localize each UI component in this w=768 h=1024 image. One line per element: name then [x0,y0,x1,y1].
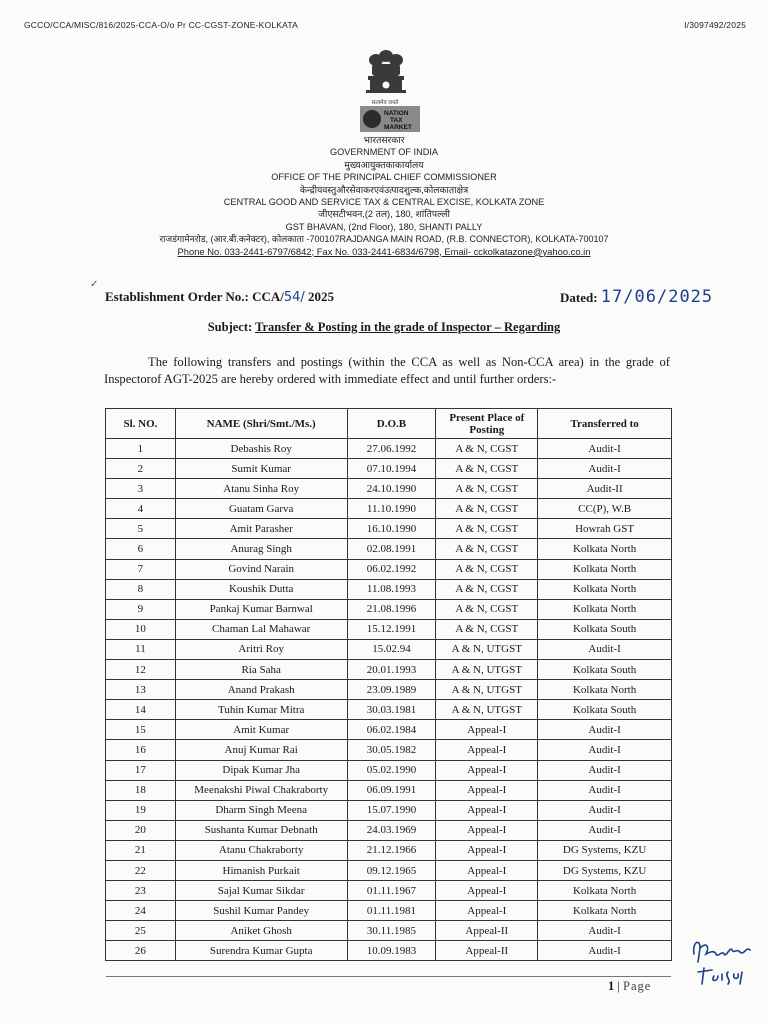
table-row [106,639,672,659]
cell-name: Anurag Singh [175,539,347,559]
cell-transferred-to: Howrah GST [538,519,672,539]
cell-name: Anuj Kumar Rai [175,740,347,760]
cell-dob: 06.09.1991 [347,780,436,800]
cell-name: Govind Narain [175,559,347,579]
table-row [106,660,672,680]
table-row [106,921,672,941]
cell-name: Himanish Purkait [175,860,347,880]
cell-present-posting: A & N, CGST [436,479,538,499]
order-label: Establishment Order No.: CCA/ [105,289,284,304]
cell-transferred-to: Kolkata North [538,599,672,619]
table-row [106,579,672,599]
cell-sl-no: 1 [106,439,176,459]
cell-sl-no: 25 [106,921,176,941]
cell-present-posting: A & N, CGST [436,619,538,639]
cell-sl-no: 11 [106,639,176,659]
header-address: GST BHAVAN, (2nd Floor), 180, SHANTI PALLY [285,221,483,232]
cell-present-posting: Appeal-II [436,941,538,961]
header-hindi-zone: केन्द्रीयवस्तुऔरसेवाकरएवंउत्पादशुल्क,कोलकाताक्षेत्र [299,184,469,195]
cell-sl-no: 13 [106,680,176,700]
table-row [106,860,672,880]
table-row [106,479,672,499]
cell-dob: 21.08.1996 [347,599,436,619]
table-row [106,720,672,740]
cell-transferred-to: CC(P), W.B [538,499,672,519]
table-header-row [106,409,672,439]
cell-transferred-to: Audit-I [538,800,672,820]
cell-dob: 21.12.1966 [347,840,436,860]
emblem-caption: सत्यमेव जयते [371,100,399,106]
cell-dob: 24.03.1969 [347,820,436,840]
subject-line [0,320,768,335]
reference-right: I/3097492/2025 [684,20,746,30]
order-number [105,289,334,305]
cell-present-posting: A & N, CGST [436,559,538,579]
logo-text-2: TAX [390,117,403,124]
table-row [106,619,672,639]
table-row [106,881,672,901]
cell-transferred-to: Kolkata North [538,539,672,559]
subject-label: Subject: [207,320,256,334]
table-row [106,901,672,921]
cell-transferred-to: Kolkata North [538,680,672,700]
cell-name: Atanu Sinha Roy [175,479,347,499]
cell-transferred-to: Audit-I [538,820,672,840]
header-govt: GOVERNMENT OF INDIA [329,147,439,158]
cell-transferred-to: Audit-I [538,720,672,740]
cell-present-posting: Appeal-I [436,901,538,921]
table-row [106,680,672,700]
cell-transferred-to: DG Systems, KZU [538,840,672,860]
cell-transferred-to: Kolkata North [538,881,672,901]
cell-sl-no: 20 [106,820,176,840]
cell-transferred-to: Audit-I [538,760,672,780]
cell-name: Sumit Kumar [175,459,347,479]
cell-dob: 16.10.1990 [347,519,436,539]
cell-name: Sushil Kumar Pandey [175,901,347,921]
cell-dob: 11.08.1993 [347,579,436,599]
cell-dob: 27.06.1992 [347,439,436,459]
order-number-handwritten: 54/ [283,290,305,305]
cell-sl-no: 24 [106,901,176,921]
cell-transferred-to: Audit-I [538,439,672,459]
order-date [560,287,713,307]
cell-sl-no: 16 [106,740,176,760]
header-contact: Phone No. 033-2441-6797/6842; Fax No. 033-2441-6834/6798, Email- cckolkatazone@yahoo.co.in [177,245,591,257]
header-dob: D.O.B [347,409,436,439]
cell-present-posting: A & N, CGST [436,599,538,619]
cell-name: Sajal Kumar Sikdar [175,881,347,901]
cell-present-posting: A & N, CGST [436,579,538,599]
header-sl-no: Sl. NO. [106,409,176,439]
cell-name: Debashis Roy [175,439,347,459]
nation-tax-market-logo [360,106,420,132]
cell-dob: 02.08.1991 [347,539,436,559]
handwritten-signature [684,932,764,1002]
cell-dob: 15.12.1991 [347,619,436,639]
cell-present-posting: Appeal-I [436,760,538,780]
margin-mark: ✓ [90,279,99,290]
cell-present-posting: A & N, UTGST [436,639,538,659]
cell-name: Dipak Kumar Jha [175,760,347,780]
reference-left: GCCO/CCA/MISC/816/2025-CCA-O/o Pr CC-CGST-ZONE-KOLKATA [24,20,299,30]
cell-present-posting: Appeal-I [436,860,538,880]
cell-transferred-to: Audit-I [538,780,672,800]
order-year: 2025 [304,289,335,304]
cell-sl-no: 10 [106,619,176,639]
header-hindi-office: मुख्यआयुक्तकाकार्यालय [344,159,424,170]
cell-name: Tuhin Kumar Mitra [175,700,347,720]
cell-transferred-to: DG Systems, KZU [538,860,672,880]
cell-present-posting: A & N, UTGST [436,680,538,700]
cell-transferred-to: Kolkata South [538,660,672,680]
cell-sl-no: 3 [106,479,176,499]
cell-dob: 24.10.1990 [347,479,436,499]
cell-transferred-to: Kolkata South [538,619,672,639]
cell-transferred-to: Audit-I [538,740,672,760]
letterhead [0,134,768,258]
cell-name: Amit Kumar [175,720,347,740]
cell-name: Koushik Dutta [175,579,347,599]
cell-sl-no: 21 [106,840,176,860]
table-body [106,439,672,961]
cell-present-posting: Appeal-I [436,780,538,800]
table-row [106,780,672,800]
table-row [106,941,672,961]
cell-sl-no: 7 [106,559,176,579]
cell-sl-no: 6 [106,539,176,559]
cell-sl-no: 17 [106,760,176,780]
cell-name: Meenakshi Piwal Chakraborty [175,780,347,800]
subject-text: Transfer & Posting in the grade of Inspector – Regarding [255,320,561,334]
table-row [106,459,672,479]
cell-dob: 06.02.1984 [347,720,436,740]
cell-transferred-to: Audit-II [538,479,672,499]
footer-divider [106,976,671,977]
header-present-posting: Present Place of Posting [436,409,538,439]
cell-dob: 10.09.1983 [347,941,436,961]
table-row [106,820,672,840]
cell-dob: 11.10.1990 [347,499,436,519]
body-paragraph [104,354,670,388]
cell-present-posting: A & N, CGST [436,439,538,459]
cell-sl-no: 18 [106,780,176,800]
header-zone: CENTRAL GOOD AND SERVICE TAX & CENTRAL EXCISE, KOLKATA ZONE [223,197,545,208]
cell-sl-no: 5 [106,519,176,539]
table-row [106,539,672,559]
page-number-value: 1 [608,979,615,993]
header-full-address: राजडंगामेनरोड, (आर.बी.कनेक्टर), कोलकाता -700107RAJDANGA MAIN ROAD, (R.B. CONNECTOR), KOLKATA-700107 [159,234,609,245]
cell-present-posting: A & N, CGST [436,459,538,479]
logo-text-3: MARKET [384,124,412,131]
cell-present-posting: Appeal-I [436,740,538,760]
table-row [106,740,672,760]
cell-dob: 15.07.1990 [347,800,436,820]
header-name: NAME (Shri/Smt./Ms.) [175,409,347,439]
cell-transferred-to: Audit-I [538,921,672,941]
cell-dob: 23.09.1989 [347,680,436,700]
cell-present-posting: A & N, CGST [436,499,538,519]
header-hindi-address: जीएसटीभवन,(2 तल), 180, शांतिपल्ली [318,209,450,220]
cell-present-posting: Appeal-II [436,921,538,941]
cell-sl-no: 23 [106,881,176,901]
page-label: Page [623,979,652,993]
cell-name: Sushanta Kumar Debnath [175,820,347,840]
cell-dob: 09.12.1965 [347,860,436,880]
cell-present-posting: A & N, CGST [436,539,538,559]
cell-transferred-to: Kolkata North [538,559,672,579]
cell-dob: 30.05.1982 [347,740,436,760]
cell-dob: 06.02.1992 [347,559,436,579]
cell-sl-no: 12 [106,660,176,680]
cell-dob: 07.10.1994 [347,459,436,479]
document-reference-line [24,20,746,30]
state-emblem-icon [358,46,414,106]
cell-sl-no: 14 [106,700,176,720]
header-transferred-to: Transferred to [538,409,672,439]
table-row [106,439,672,459]
cell-name: Amit Parasher [175,519,347,539]
dated-label: Dated: [560,290,601,305]
cell-sl-no: 9 [106,599,176,619]
cell-name: Aritri Roy [175,639,347,659]
table-row [106,499,672,519]
cell-sl-no: 8 [106,579,176,599]
cell-name: Ria Saha [175,660,347,680]
table-row [106,800,672,820]
cell-name: Dharm Singh Meena [175,800,347,820]
logo-text-1: NATION [384,110,409,117]
table-row [106,559,672,579]
table-row [106,599,672,619]
cell-transferred-to: Kolkata North [538,579,672,599]
cell-dob: 30.03.1981 [347,700,436,720]
cell-present-posting: Appeal-I [436,820,538,840]
cell-present-posting: Appeal-I [436,720,538,740]
cell-transferred-to: Kolkata North [538,901,672,921]
cell-name: Anand Prakash [175,680,347,700]
cell-name: Guatam Garva [175,499,347,519]
cell-present-posting: Appeal-I [436,800,538,820]
cell-sl-no: 4 [106,499,176,519]
page-number: 1 | Page [608,979,652,993]
table-row [106,519,672,539]
cell-sl-no: 15 [106,720,176,740]
cell-dob: 30.11.1985 [347,921,436,941]
body-text: The following transfers and postings (within the CCA as well as Non-CCA area) in the grade of Inspectorof AGT-2025 are hereby ordered with immediate effect and until further orders:- [104,355,670,386]
cell-transferred-to: Audit-I [538,941,672,961]
cell-dob: 01.11.1967 [347,881,436,901]
header-office: OFFICE OF THE PRINCIPAL CHIEF COMMISSIONER [271,172,497,183]
transfer-table [105,408,672,961]
cell-sl-no: 26 [106,941,176,961]
cell-sl-no: 22 [106,860,176,880]
cell-dob: 20.01.1993 [347,660,436,680]
dated-handwritten: 17/06/2025 [600,287,714,307]
cell-name: Aniket Ghosh [175,921,347,941]
cell-transferred-to: Audit-I [538,639,672,659]
cell-name: Atanu Chakraborty [175,840,347,860]
cell-sl-no: 2 [106,459,176,479]
cell-name: Surendra Kumar Gupta [175,941,347,961]
cell-transferred-to: Audit-I [538,459,672,479]
cell-present-posting: A & N, UTGST [436,700,538,720]
table-row [106,840,672,860]
cell-present-posting: A & N, UTGST [436,660,538,680]
cell-dob: 15.02.94 [347,639,436,659]
header-hindi-govt: भारतसरकार [363,135,405,145]
table-row [106,700,672,720]
cell-transferred-to: Kolkata South [538,700,672,720]
cell-dob: 01.11.1981 [347,901,436,921]
cell-present-posting: A & N, CGST [436,519,538,539]
table-row [106,760,672,780]
cell-present-posting: Appeal-I [436,881,538,901]
cell-sl-no: 19 [106,800,176,820]
cell-name: Pankaj Kumar Barnwal [175,599,347,619]
cell-name: Chaman Lal Mahawar [175,619,347,639]
cell-present-posting: Appeal-I [436,840,538,860]
cell-dob: 05.02.1990 [347,760,436,780]
